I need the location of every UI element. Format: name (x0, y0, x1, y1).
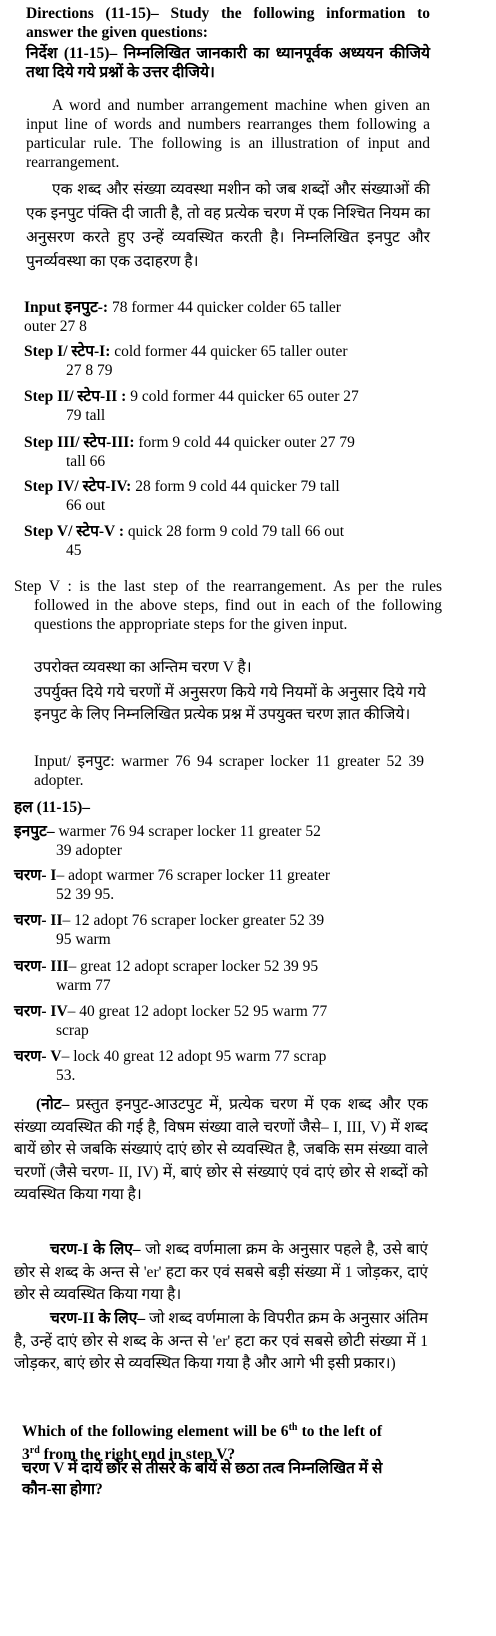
question-en-part: from the right end in step V? (39, 1446, 236, 1464)
step-content-cont: outer 27 8 (24, 318, 87, 335)
step-label: चरण- III (14, 958, 69, 975)
example-step-3 (24, 433, 434, 471)
note-paragraph (14, 1094, 428, 1207)
step-label: Input इनपुट-: (24, 299, 109, 316)
step-content: form 9 cold 44 quicker outer 27 79 (134, 434, 355, 451)
rule-1-text: जो शब्द वर्णमाला क्रम के अनुसार पहले है, उसे बाएं छोर से शब्द के अन्त से 'er' हटा कर एवं सबसे बड़ी संख्या में 1 जोड़कर, दाएं छोर से व्यवस्थित किया गया है। (14, 1241, 428, 1303)
step-label: Step V/ स्टेप-V : (24, 523, 125, 540)
rule-2-text: जो शब्द वर्णमाला के विपरीत क्रम के अनुसार अंतिम है, उन्हें दाएं छोर से शब्द के अन्त से 'er' हटा कर एवं सबसे छोटी संख्या में 1 जोड़कर, बाएं छोर से व्यवस्थित किया गया है और आगे भी इसी प्रकार।) (14, 1310, 428, 1372)
step-content: 9 cold former 44 quicker 65 outer 27 (126, 388, 359, 405)
step-content: 28 form 9 cold 44 quicker 79 tall (131, 478, 340, 495)
given-input: Input/ इनपुट: warmer 76 94 scraper locker 11 greater 52 39 adopter. (34, 753, 424, 789)
solution-input (14, 822, 434, 860)
note-lead: (नोट– (36, 1096, 70, 1113)
laststep-hi-2: उपर्युक्त दिये गये चरणों में अनुसरण किये गये नियमों के अनुसार दिये गये इनपुट के लिए निम्नलिखित प्रत्येक प्रश्न में उपयुक्त चरण ज्ञात कीजिये। (34, 684, 426, 723)
question-en-part: to the left of 3 (22, 1423, 382, 1464)
intro-en: A word and number arrangement machine when given an input line of words and numbers rearranges them following a particular rule. The following is an illustration of input and rearrangement. (26, 97, 430, 171)
step-content-cont: 39 adopter (56, 842, 122, 859)
step-label: Step IV/ स्टेप-IV: (24, 478, 132, 495)
step-content-cont: 66 out (66, 497, 106, 514)
note-text: प्रस्तुत इनपुट-आउटपुट में, प्रत्येक चरण में एक शब्द और एक संख्या व्यवस्थित की गई है, विषम संख्या वाले चरणों जैसे– I, III, V) में शब्द बायें छोर से जबकि संख्याएं दाएं छोर से व्यवस्थित है, जबकि सम संख्या वाले चरणों (जैसे चरण- II, IV) में, बाएं छोर से संख्याएं एवं दाएं छोर से शब्दों को व्यवस्थित किया गया है। (14, 1096, 428, 1203)
step-content: – adopt warmer 76 scraper locker 11 greater (56, 867, 331, 884)
ordinal-suffix: rd (29, 1445, 40, 1457)
ordinal-suffix: th (288, 1422, 298, 1433)
step-content: warmer 76 94 scraper locker 11 greater 52 (54, 823, 321, 840)
question-hi: चरण V में दायें छोर से तीसरे के बायें से छठा तत्व निम्नलिखित में से कौन-सा होगा? (22, 1460, 383, 1498)
question-en-part: Which of the following element will be 6 (22, 1423, 289, 1441)
solution-step-3 (14, 957, 434, 995)
example-input (24, 298, 434, 336)
step-label: चरण- II (14, 912, 63, 929)
step-content-cont: 79 tall (66, 407, 106, 424)
step-content: quick 28 form 9 cold 79 tall 66 out (124, 523, 344, 540)
step-content: – 12 adopt 76 scraper locker greater 52 39 (62, 912, 325, 929)
step-content-cont: warm 77 (56, 977, 111, 994)
step-label: Step II/ स्टेप-II : (24, 388, 127, 405)
step-label: Step I/ स्टेप-I: (24, 343, 111, 360)
solution-step-2 (14, 911, 434, 949)
rule-step-2 (14, 1308, 428, 1376)
step-label: Step III/ स्टेप-III: (24, 434, 135, 451)
step-content-cont: 45 (66, 542, 82, 559)
step-label: चरण- I (14, 867, 57, 884)
example-step-2 (24, 387, 434, 425)
step-content-cont: 27 8 79 (66, 362, 113, 379)
example-step-5 (24, 522, 434, 560)
solution-step-5 (14, 1047, 434, 1085)
directions-hi: निर्देश (11-15)– निम्नलिखित जानकारी का ध्यानपूर्वक अध्ययन कीजिये तथा दिये गये प्रश्नों के उत्तर दीजिये। (26, 45, 430, 81)
step-content-cont: tall 66 (66, 453, 106, 470)
step-content: – lock 40 great 12 adopt 95 warm 77 scrap (61, 1048, 327, 1065)
step-content-cont: scrap (56, 1022, 89, 1039)
step-label: इनपुट– (14, 823, 55, 840)
step-content-cont: 95 warm (56, 931, 111, 948)
step-content: – 40 great 12 adopt locker 52 95 warm 77 (67, 1003, 328, 1020)
step-label: चरण- IV (14, 1003, 68, 1020)
step-label: चरण- V (14, 1048, 62, 1065)
solution-title: हल (11-15)– (14, 799, 90, 816)
example-step-4 (24, 477, 434, 515)
directions-en: Directions (11-15)– Study the following information to answer the given questions: (26, 5, 430, 41)
rule-2-lead: चरण-II के लिए– (50, 1310, 146, 1327)
rule-step-1 (14, 1239, 428, 1307)
step-content: cold former 44 quicker 65 taller outer (110, 343, 348, 360)
rule-1-lead: चरण-I के लिए– (50, 1241, 141, 1258)
solution-step-4 (14, 1002, 434, 1040)
example-step-1 (24, 342, 434, 380)
intro-hi: एक शब्द और संख्या व्यवस्था मशीन को जब शब्दों और संख्याओं की एक इनपुट पंक्ति दी जाती है, तो वह प्रत्येक चरण में एक निश्चित नियम का अनुसरण करते हुए उन्हें व्यवस्थित करती है। निम्नलिखित इनपुट और पुनर्व्यवस्था का एक उदाहरण है। (26, 181, 430, 270)
solution-step-1 (14, 866, 434, 904)
step-content: 78 former 44 quicker colder 65 taller (108, 299, 341, 316)
step-content-cont: 52 39 95. (56, 886, 115, 903)
laststep-hi-1: उपरोक्त व्यवस्था का अन्तिम चरण V है। (34, 659, 252, 676)
laststep-en: Step V : is the last step of the rearrangement. As per the rules followed in the above steps, find out in each of the following questions the appropriate steps for the given input. (14, 578, 442, 633)
step-content-cont: 53. (56, 1067, 76, 1084)
step-content: – great 12 adopt scraper locker 52 39 95 (68, 958, 319, 975)
